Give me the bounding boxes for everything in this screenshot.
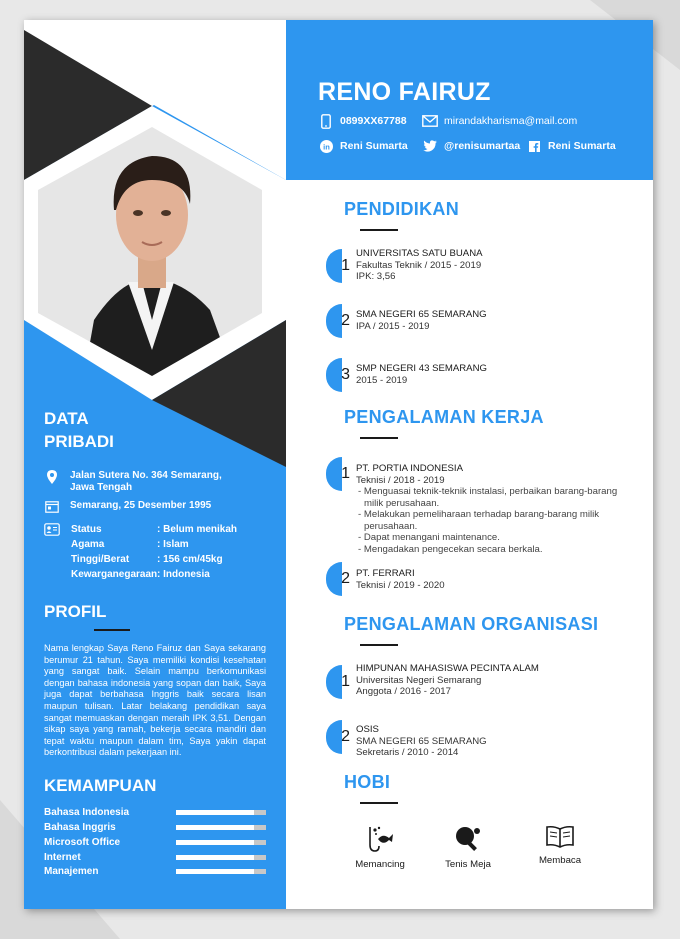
resume-page [24, 20, 653, 909]
number-text: 1 [341, 673, 350, 690]
candidate-name: RENO FAIRUZ [318, 78, 491, 106]
kemampuan-title: KEMAMPUAN [44, 776, 157, 795]
entry-detail: IPK: 3,56 [356, 271, 396, 282]
tinggi-berat-row [71, 554, 223, 565]
location-pin-icon [44, 470, 60, 494]
kewarganegaraan-row [71, 569, 210, 580]
skill-label: Manajemen [44, 866, 99, 877]
field-key: Tinggi/Berat [71, 554, 130, 565]
phone-icon [318, 113, 334, 129]
entry-subtitle: Universitas Negeri Semarang [356, 674, 482, 686]
kerja-title: PENGALAMAN KERJA [344, 407, 544, 427]
skill-bar-remaining [254, 825, 266, 830]
entry-subtitle: SMA NEGERI 65 SEMARANG [356, 735, 487, 747]
field-key: Kewarganegaraan [71, 569, 158, 580]
entry-detail: Anggota / 2016 - 2017 [356, 686, 451, 697]
duty-item: - Menguasai teknik-teknik instalasi, perbaikan barang-barang milik perusahaan. [358, 486, 618, 509]
facebook-text[interactable]: Reni Sumarta [548, 140, 616, 152]
hobby-reading [520, 825, 600, 866]
skill-bar-remaining [254, 810, 266, 815]
field-value: : Islam [157, 539, 189, 550]
linkedin-text[interactable]: Reni Sumarta [340, 140, 408, 152]
skill-bar-remaining [254, 869, 266, 874]
entry-title: OSIS [356, 724, 379, 735]
kerja-divider [360, 437, 398, 439]
id-card-row [44, 523, 60, 536]
address-line1: Jalan Sutera No. 364 Semarang, [70, 470, 222, 481]
pendidikan-title: PENDIDIKAN [344, 199, 460, 219]
entry-title: PT. FERRARI [356, 568, 415, 579]
twitter-text[interactable]: @renisumartaa [444, 140, 521, 152]
skill-bar [176, 825, 266, 830]
svg-text:in: in [322, 141, 330, 151]
entry-title: HIMPUNAN MAHASISWA PECINTA ALAM [356, 663, 539, 674]
hobby-label: Membaca [538, 855, 582, 866]
hobi-divider [360, 802, 398, 804]
skill-label: Internet [44, 852, 81, 863]
hobby-table-tennis [428, 825, 508, 870]
education-entry [356, 248, 483, 283]
duty-item: - Dapat menangani maintenance. [358, 532, 500, 543]
status-row [71, 524, 237, 535]
skill-bar [176, 855, 266, 860]
number-text: 2 [341, 312, 350, 329]
book-icon [545, 825, 575, 849]
profil-title: PROFIL [44, 602, 107, 621]
linkedin-icon [318, 138, 334, 154]
education-entry [356, 363, 487, 386]
number-text: 1 [341, 257, 350, 274]
data-pribadi-title [44, 407, 114, 453]
hobi-title: HOBI [344, 772, 391, 792]
agama-row [71, 539, 189, 550]
skill-bar [176, 810, 266, 815]
id-card-icon [44, 523, 60, 536]
number-text: 3 [341, 366, 350, 383]
skill-label: Bahasa Indonesia [44, 807, 130, 818]
duties-list [356, 486, 618, 555]
field-key: Status [71, 524, 102, 535]
data-pribadi-title-line1: DATA [44, 409, 89, 428]
organisasi-divider [360, 644, 398, 646]
work-entry [356, 568, 445, 591]
duty-item: - Mengadakan pengecekan secara berkala. [358, 543, 543, 555]
number-text: 1 [341, 465, 350, 482]
work-entry [356, 463, 618, 555]
entry-title: PT. PORTIA INDONESIA [356, 463, 463, 474]
skill-label: Microsoft Office [44, 837, 121, 848]
duty-item: - Melakukan pemeliharaan terhadap barang-barang milik perusahaan. [358, 509, 600, 532]
table-tennis-icon [454, 825, 482, 853]
phone-contact [318, 113, 407, 129]
facebook-icon [526, 138, 542, 154]
pendidikan-divider [360, 229, 398, 231]
entry-detail: Sekretaris / 2010 - 2014 [356, 747, 459, 758]
entry-subtitle: IPA / 2015 - 2019 [356, 320, 430, 332]
entry-subtitle: 2015 - 2019 [356, 374, 408, 386]
organisasi-title: PENGALAMAN ORGANISASI [344, 614, 599, 634]
fishing-icon [366, 825, 394, 853]
email-text[interactable]: mirandakharisma@mail.com [444, 115, 578, 127]
address-line2: Jawa Tengah [70, 482, 133, 493]
twitter-icon [422, 138, 438, 154]
phone-text: 0899XX67788 [340, 115, 407, 127]
organization-entry [356, 724, 487, 759]
number-text: 2 [341, 570, 350, 587]
profil-text: Nama lengkap Saya Reno Fairuz dan Saya sekarang berumur 21 tahun. Saya memiliki kondisi kesehatan yang sangat baik. Selain mampu berkomunikasi dengan bahasa indonesia yang sopan dan baik, Saya juga dapat berbahasa Inggris baik secara lisan maupun tulisan. Latar belakang pendidikan saya sangat memuaskan dengan meraih IPK 3,51. Dengan sikap saya yang ramah, bekerja secara mandiri dan tepat waktu maupun dalam tim, Saya yakin dapat berkontribusi dalam pekerjaan ini. [44, 643, 266, 758]
skill-bar-remaining [254, 855, 266, 860]
field-value: : 156 cm/45kg [157, 554, 223, 565]
birth-text: Semarang, 25 Desember 1995 [70, 500, 212, 511]
twitter-contact[interactable] [422, 138, 520, 154]
birth-row [44, 500, 211, 513]
hobby-label: Tenis Meja [445, 859, 491, 870]
entry-subtitle: Teknisi / 2018 - 2019 [356, 474, 445, 486]
organization-entry [356, 663, 539, 698]
email-icon [422, 113, 438, 129]
field-key: Agama [71, 539, 105, 550]
linkedin-contact[interactable] [318, 138, 408, 154]
hobby-fishing [340, 825, 420, 870]
profil-divider [94, 629, 130, 631]
number-text: 2 [341, 728, 350, 745]
email-contact[interactable] [422, 113, 577, 129]
entry-subtitle: Fakultas Teknik / 2015 - 2019 [356, 259, 482, 271]
address-row [44, 470, 222, 494]
entry-subtitle: Teknisi / 2019 - 2020 [356, 579, 445, 591]
calendar-icon [44, 500, 60, 513]
skill-bar [176, 840, 266, 845]
education-entry [356, 309, 487, 332]
skill-bar-remaining [254, 840, 266, 845]
entry-title: SMA NEGERI 65 SEMARANG [356, 309, 487, 320]
hobby-label: Memancing [355, 859, 405, 870]
skill-label: Bahasa Inggris [44, 822, 116, 833]
data-pribadi-title-line2: PRIBADI [44, 432, 114, 451]
field-value: : Indonesia [157, 569, 210, 580]
skill-bar [176, 869, 266, 874]
entry-title: SMP NEGERI 43 SEMARANG [356, 363, 487, 374]
entry-title: UNIVERSITAS SATU BUANA [356, 248, 483, 259]
field-value: : Belum menikah [157, 524, 238, 535]
facebook-contact[interactable] [526, 138, 616, 154]
